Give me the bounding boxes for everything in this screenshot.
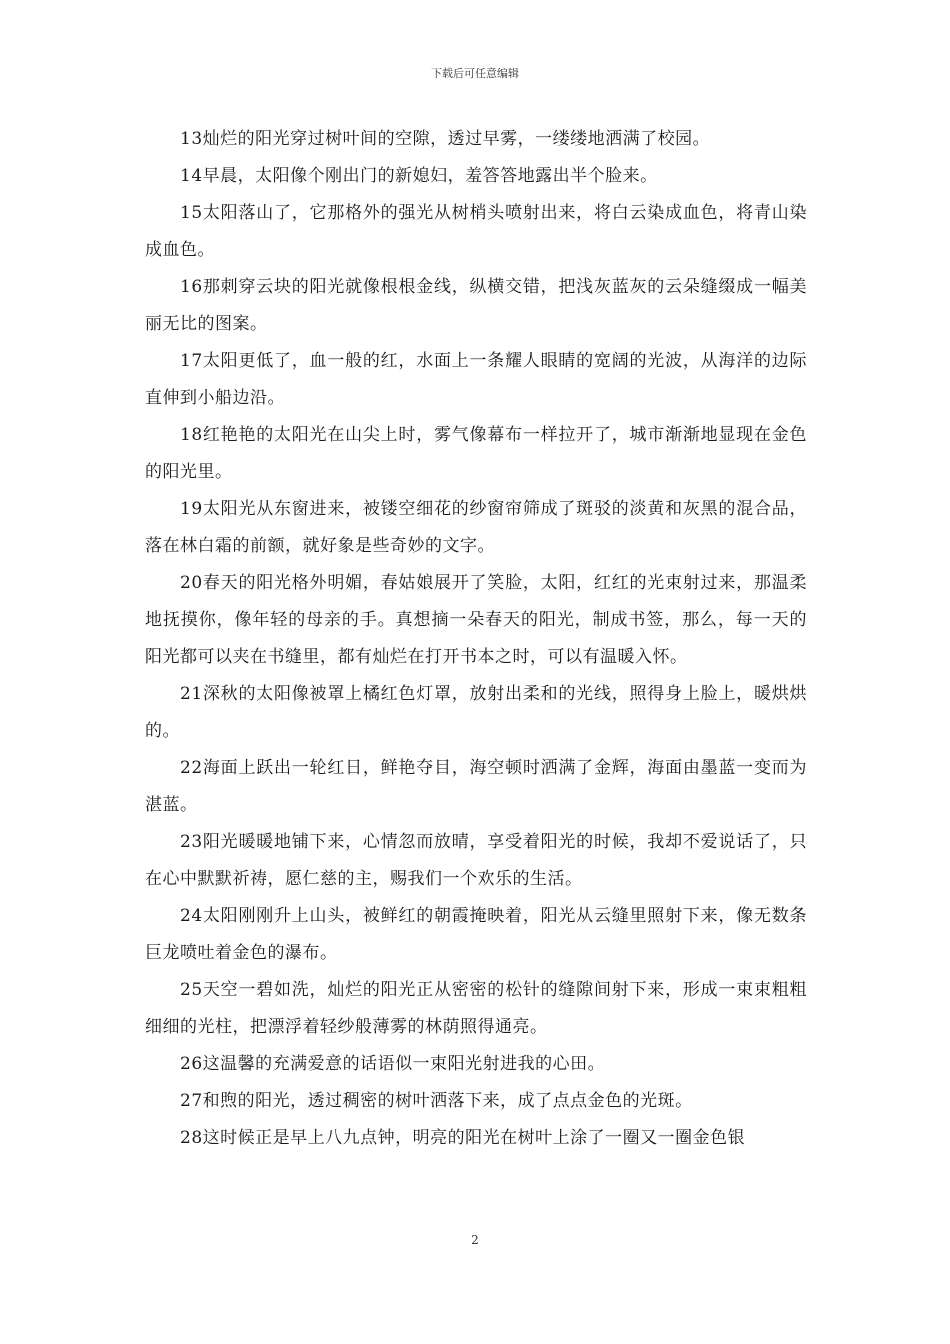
paragraph-19: 19太阳光从东窗进来，被镂空细花的纱窗帘筛成了斑驳的淡黄和灰黑的混合品，落在林白霜的前额，就好象是些奇妙的文字。 <box>145 499 807 556</box>
paragraph-17: 17太阳更低了，血一般的红，水面上一条耀人眼睛的宽阔的光波，从海洋的边际直伸到小船边沿。 <box>145 351 807 408</box>
paragraph-18: 18红艳艳的太阳光在山尖上时，雾气像幕布一样拉开了，城市渐渐地显现在金色的阳光里。 <box>145 425 807 482</box>
paragraph-23: 23阳光暖暖地铺下来，心情忽而放晴，享受着阳光的时候，我却不爱说话了，只在心中默默祈祷，愿仁慈的主，赐我们一个欢乐的生活。 <box>145 832 807 889</box>
page-number: 2 <box>471 1233 479 1247</box>
paragraph-16: 16那刺穿云块的阳光就像根根金线，纵横交错，把浅灰蓝灰的云朵缝缀成一幅美丽无比的图案。 <box>145 277 807 334</box>
paragraph-28: 28这时候正是早上八九点钟，明亮的阳光在树叶上涂了一圈又一圈金色银 <box>180 1128 746 1148</box>
paragraph-15: 15太阳落山了，它那格外的强光从树梢头喷射出来，将白云染成血色，将青山染成血色。 <box>145 203 807 260</box>
paragraph-13: 13灿烂的阳光穿过树叶间的空隙，透过早雾，一缕缕地洒满了校园。 <box>180 129 711 149</box>
paragraph-24: 24太阳刚刚升上山头，被鲜红的朝霞掩映着，阳光从云缝里照射下来，像无数条巨龙喷吐着金色的瀑布。 <box>145 906 807 963</box>
paragraph-21: 21深秋的太阳像被罩上橘红色灯罩，放射出柔和的光线，照得身上脸上，暖烘烘的。 <box>145 684 807 741</box>
paragraph-27: 27和煦的阳光，透过稠密的树叶洒落下来，成了点点金色的光斑。 <box>180 1091 693 1111</box>
paragraph-25: 25天空一碧如洗，灿烂的阳光正从密密的松针的缝隙间射下来，形成一束束粗粗细细的光柱，把漂浮着轻纱般薄雾的林荫照得通亮。 <box>145 980 807 1037</box>
paragraph-22: 22海面上跃出一轮红日，鲜艳夺目，海空顿时洒满了金辉，海面由墨蓝一变而为湛蓝。 <box>145 758 807 815</box>
page-header: 下载后可任意编辑 <box>431 67 519 80</box>
paragraph-14: 14早晨，太阳像个刚出门的新媳妇，羞答答地露出半个脸来。 <box>180 166 658 186</box>
document-body <box>145 121 807 1157</box>
paragraph-20: 20春天的阳光格外明媚，春姑娘展开了笑脸，太阳，红红的光束射过来，那温柔地抚摸你，像年轻的母亲的手。真想摘一朵春天的阳光，制成书签，那么，每一天的阳光都可以夹在书缝里，都有灿烂在打开书本之时，可以有温暖入怀。 <box>145 573 807 667</box>
paragraph-26: 26这温馨的充满爱意的话语似一束阳光射进我的心田。 <box>180 1054 606 1074</box>
